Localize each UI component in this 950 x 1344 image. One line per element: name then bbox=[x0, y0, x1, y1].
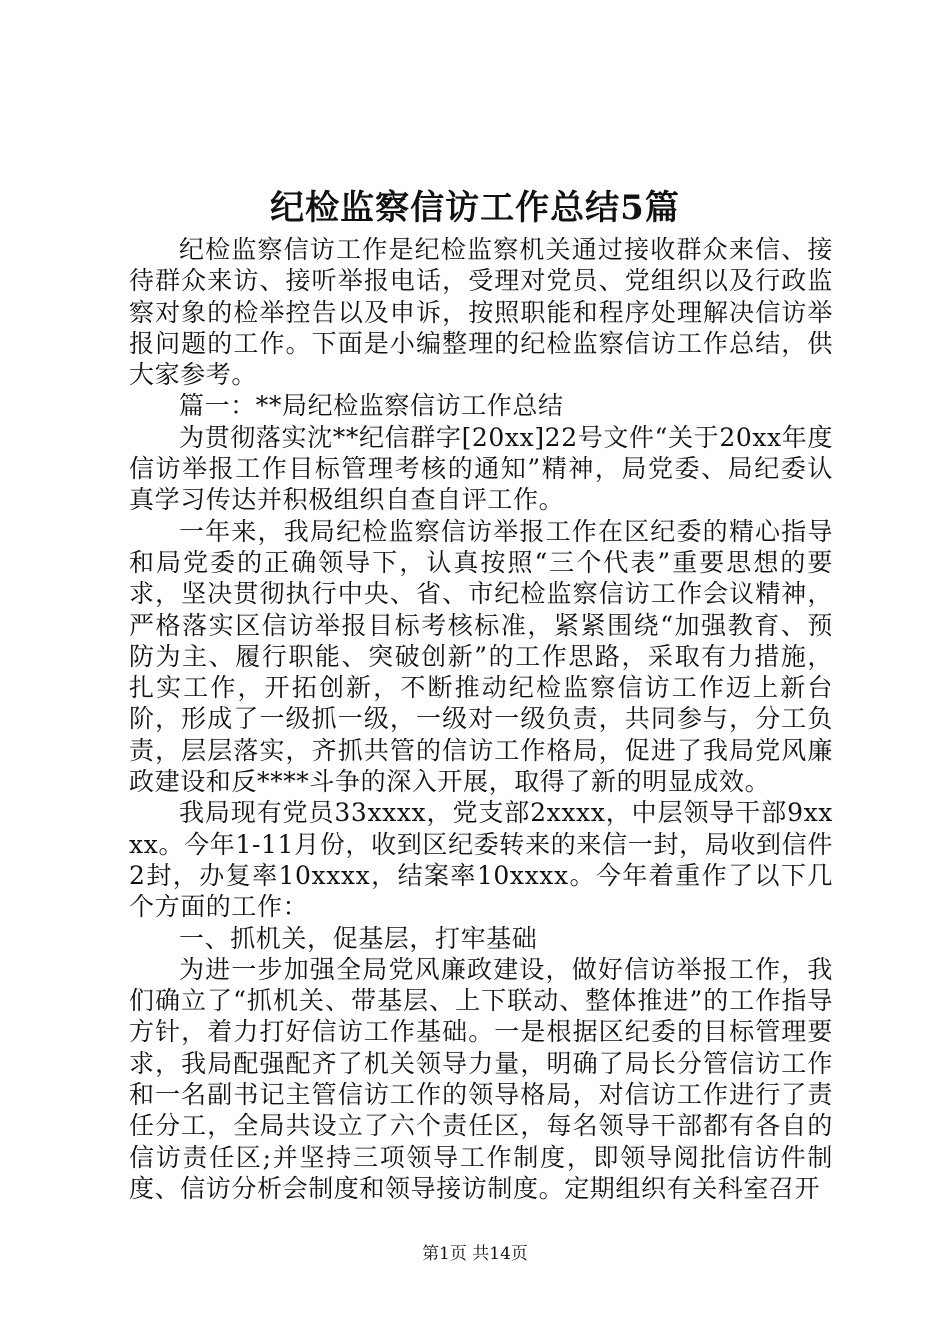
body-paragraph: 为进一步加强全局党风廉政建设，做好信访举报工作，我们确立了“抓机关、带基层、上下联动、整体推进”的工作指导方针，着力打好信访工作基础。一是根据区纪委的目标管理要求，我局配强配齐了机关领导力量，明确了局长分管信访工作和一名副书记主管信访工作的领导格局，对信访工作进行了责任分工，全局共设立了六个责任区，每名领导干部都有各自的信访责任区;并坚持三项领导工作制度，即领导阅批信访件制度、信访分析会制度和领导接访制度。定期组织有关科室召开 bbox=[129, 954, 833, 1203]
page-number-footer: 第1页 共14页 bbox=[422, 1244, 528, 1264]
intro-paragraph: 纪检监察信访工作是纪检监察机关通过接收群众来信、接待群众来访、接听举报电话，受理对党员、党组织以及行政监察对象的检举控告以及申诉，按照职能和程序处理解决信访举报问题的工作。下面是小编整理的纪检监察信访工作总结，供大家参考。 bbox=[129, 235, 833, 390]
body-paragraph: 一年来，我局纪检监察信访举报工作在区纪委的精心指导和局党委的正确领导下，认真按照“三个代表”重要思想的要求，坚决贯彻执行中央、省、市纪检监察信访工作会议精神，严格落实区信访举报目标考核标准，紧紧围绕“加强教育、预防为主、履行职能、突破创新”的工作思路，采取有力措施，扎实工作，开拓创新，不断推动纪检监察信访工作迈上新台阶，形成了一级抓一级，一级对一级负责，共同参与，分工负责，层层落实，齐抓共管的信访工作格局，促进了我局党风廉政建设和反****斗争的深入开展，取得了新的明显成效。 bbox=[129, 516, 833, 797]
body-paragraph: 为贯彻落实沈**纪信群字[20xx]22号文件“关于20xx年度信访举报工作目标管理考核的通知”精神，局党委、局纪委认真学习传达并积极组织自查自评工作。 bbox=[129, 422, 833, 515]
section-heading-part-one: 篇一：**局纪检监察信访工作总结 bbox=[179, 391, 564, 421]
document-title: 纪检监察信访工作总结5篇 bbox=[270, 188, 680, 228]
body-paragraph: 我局现有党员33xxxx，党支部2xxxx，中层领导干部9xxxx。今年1-11月份，收到区纪委转来的来信一封，局收到信件2封，办复率10xxxx，结案率10xxxx。今年着重作了以下几个方面的工作： bbox=[129, 798, 833, 922]
document-body bbox=[129, 234, 833, 1204]
subsection-heading: 一、抓机关，促基层，打牢基础 bbox=[179, 923, 538, 953]
